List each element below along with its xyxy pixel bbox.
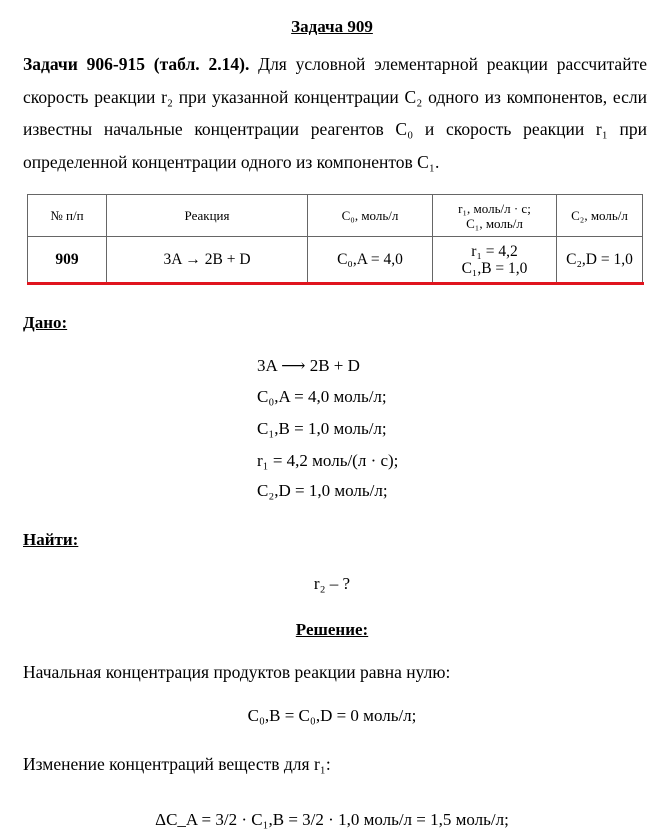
given-c1b: C₁,B = 1,0 моль/л; <box>257 419 387 438</box>
given-reaction: 3A ⟶ 2B + D <box>257 356 360 375</box>
table-row <box>28 237 643 283</box>
solution-text-2: Изменение концентраций веществ для r₁: <box>23 754 331 774</box>
find-value: r₂ – ? <box>313 574 351 593</box>
problem-text: Для условной элементарной реакции рассчитайте скорость реакции r₂ при указанной концентрации C₂ одного из компонентов, если известны начальные концентрации реагентов C₀ и скорость реакции r₁ при определенной концентрации одного из компонентов C₁. <box>23 54 647 172</box>
header-r1-c1 <box>433 195 557 237</box>
cell-c1: C₁,B = 1,0 <box>461 259 528 277</box>
cell-c0: C₀,A = 4,0 <box>308 237 433 283</box>
cell-r1: r₁ = 4,2 <box>471 242 518 260</box>
given-c0a: C₀,A = 4,0 моль/л; <box>257 387 387 406</box>
solution-formula-2: ΔC_A = 3/2 · C₁,B = 3/2 · 1,0 моль/л = 1,5 моль/л; <box>155 810 509 829</box>
solution-text-1: Начальная концентрация продуктов реакции равна нулю: <box>23 662 451 682</box>
given-heading: Дано: <box>23 313 68 332</box>
red-divider <box>27 282 644 285</box>
problem-ref: Задачи 906-915 (табл. 2.14). <box>23 54 250 74</box>
cell-reaction: 3A → 2B + D <box>107 237 308 283</box>
solution-heading: Решение: <box>295 620 369 639</box>
solution-formula-1: C₀,B = C₀,D = 0 моль/л; <box>247 706 417 725</box>
header-num: № п/п <box>28 195 107 237</box>
header-c1: C₁, моль/л <box>466 215 523 231</box>
table-header-row <box>28 195 643 237</box>
header-r1: r₁, моль/л · с; <box>458 200 531 216</box>
header-reaction: Реакция <box>107 195 308 237</box>
find-heading: Найти: <box>23 530 79 549</box>
given-r1: r₁ = 4,2 моль/(л · с); <box>257 451 399 470</box>
header-c0: C₀, моль/л <box>308 195 433 237</box>
problem-statement <box>23 48 647 178</box>
cell-num: 909 <box>28 237 107 283</box>
page-title: Задача 909 <box>291 17 373 36</box>
given-c2d: C₂,D = 1,0 моль/л; <box>257 481 388 500</box>
header-c2: C₂, моль/л <box>557 195 643 237</box>
data-table <box>27 194 643 283</box>
cell-c2: C₂,D = 1,0 <box>557 237 643 283</box>
cell-r1-c1 <box>433 237 557 283</box>
